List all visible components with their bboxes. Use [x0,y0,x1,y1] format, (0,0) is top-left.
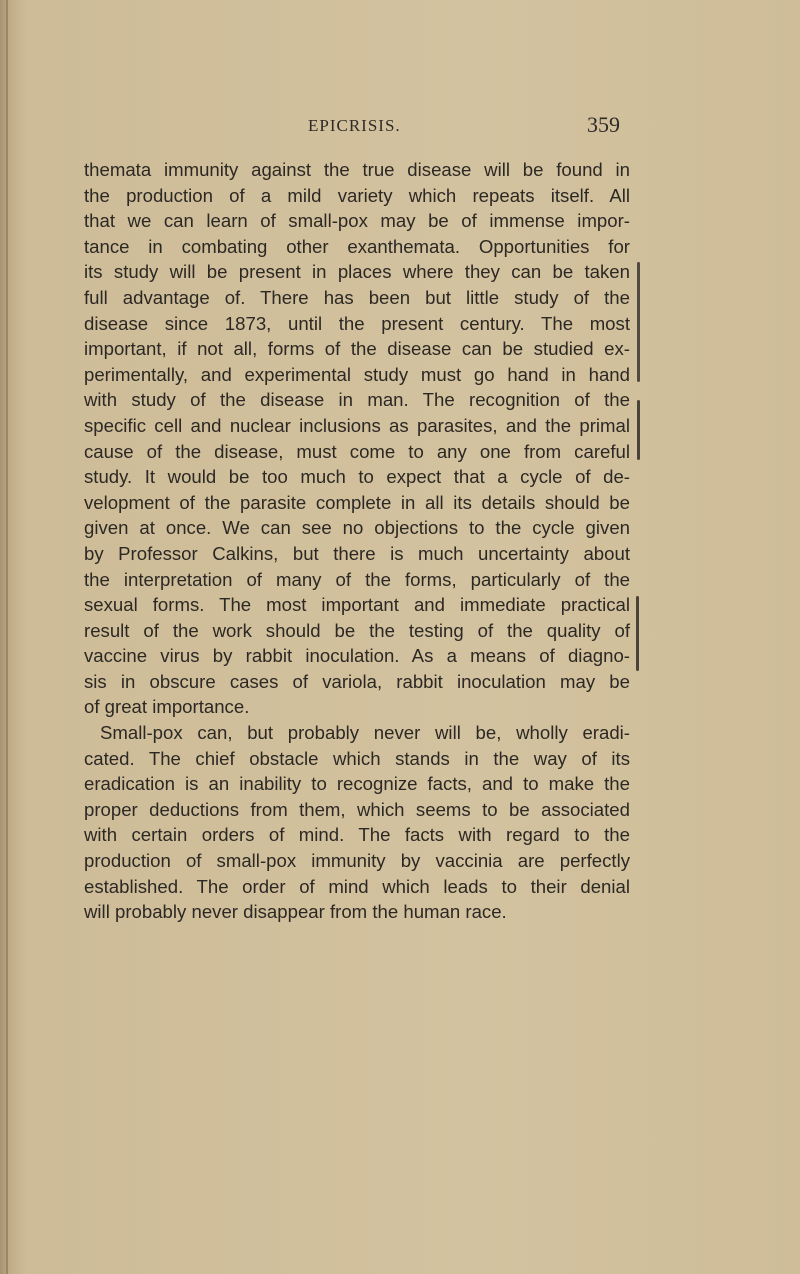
text-line: with study of the disease in man. The recognition of the [84,389,630,411]
text-line: the interpretation of many of the forms, particularly of the [84,568,630,590]
text-line: given at once. We can see no objections to the cycle given [84,517,630,539]
text-line: that we can learn of small-pox may be of immense impor- [84,210,630,232]
page-number: 359 [587,112,620,137]
text-line: cated. The chief obstacle which stands in the way of its [84,747,630,769]
text-line: study. It would be too much to expect that a cycle of de- [84,466,630,488]
text-line: Small-pox can, but probably never will be, wholly eradi- [100,722,630,744]
margin-pencil-mark [637,400,640,460]
running-head: EPICRISIS. [308,116,401,135]
text-line: its study will be present in places where they can be taken [84,261,630,283]
text-line: with certain orders of mind. The facts with regard to the [84,824,630,846]
text-line: established. The order of mind which leads to their denial [84,875,630,897]
text-line: themata immunity against the true disease will be found in [84,159,630,180]
binding-gutter [6,0,8,1274]
text-line: vaccine virus by rabbit inoculation. As a means of diagno- [84,645,630,667]
text-line: velopment of the parasite complete in all its details should be [84,491,630,513]
text-line: production of small-pox immunity by vaccinia are perfectly [84,850,630,872]
text-line: by Professor Calkins, but there is much uncertainty about [84,542,630,564]
text-line: proper deductions from them, which seems to be associated [84,798,630,820]
paragraph-2 [84,720,630,925]
text-line: sis in obscure cases of variola, rabbit inoculation may be [84,670,630,692]
text-line: specific cell and nuclear inclusions as parasites, and the primal [84,414,630,436]
text-line: cause of the disease, must come to any one from careful [84,440,630,462]
body-text [84,157,630,925]
text-line: important, if not all, forms of the disease can be studied ex- [84,338,630,360]
text-line: disease since 1873, until the present century. The most [84,312,630,334]
paragraph-1 [84,157,630,720]
text-line: perimentally, and experimental study must go hand in hand [84,363,630,385]
text-line: the production of a mild variety which repeats itself. All [84,184,630,206]
text-line: result of the work should be the testing of the quality of [84,619,630,641]
text-line: tance in combating other exanthemata. Opportunities for [84,235,630,257]
page-header [0,112,800,142]
text-line: eradication is an inability to recognize facts, and to make the [84,773,630,795]
text-line: sexual forms. The most important and immediate practical [84,594,630,616]
text-line: full advantage of. There has been but little study of the [84,286,630,308]
margin-pencil-mark [637,262,640,382]
text-line: will probably never disappear from the human race. [84,901,507,923]
text-line: of great importance. [84,696,250,718]
margin-pencil-mark [636,596,639,671]
